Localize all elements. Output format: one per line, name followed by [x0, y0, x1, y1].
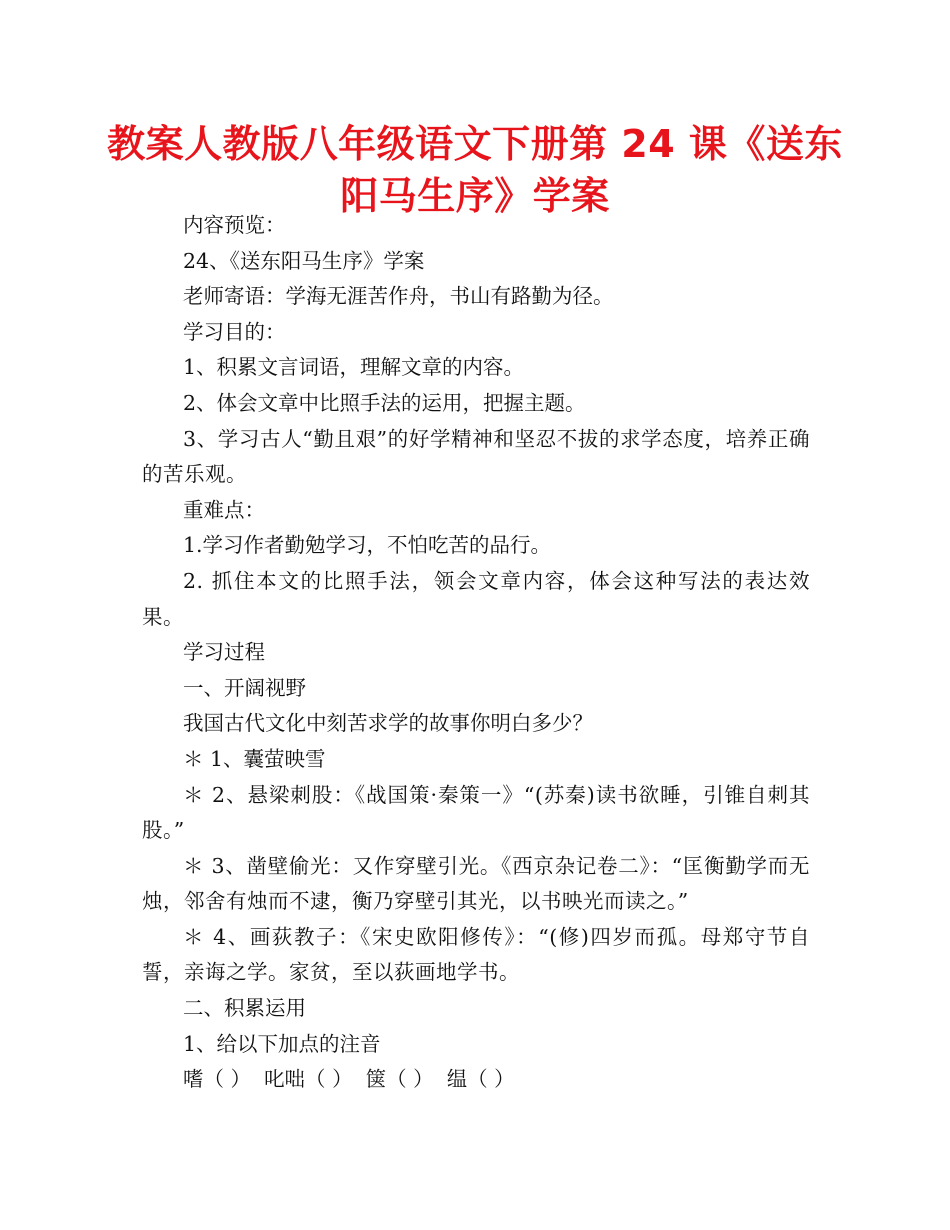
paragraph-section-two: 二、积累运用	[183, 996, 306, 1021]
paragraph-preview-label: 内容预览：	[183, 213, 286, 237]
document-body	[142, 208, 810, 1098]
paragraph-story-2: ＊ 2、悬梁刺股：《战国策·秦策一》“(苏秦)读书欲睡，引锥自刺其股。”	[142, 782, 810, 843]
paragraph-story-1: ＊ 1、囊萤映雪	[183, 746, 326, 771]
paragraph-process-label: 学习过程	[183, 640, 265, 665]
paragraph-lesson-heading: 24、《送东阳马生序》学案	[183, 248, 425, 273]
paragraph-key-point-1: 1.学习作者勤勉学习，不怕吃苦的品行。	[183, 533, 552, 558]
paragraph-exercise-1-blanks: 嗜（ ） 叱咄（ ） 箧（ ） 缊（ ）	[183, 1067, 515, 1092]
paragraph-objective-2: 2、体会文章中比照手法的运用，把握主题。	[183, 390, 586, 415]
paragraph-section-one: 一、开阔视野	[183, 675, 306, 700]
paragraph-objective-1: 1、积累文言词语，理解文章的内容。	[183, 355, 525, 380]
paragraph-story-4: ＊ 4、画荻教子：《宋史欧阳修传》：“(修)四岁而孤。母郑守节自誓，亲诲之学。家贫，至以荻画地学书。	[142, 924, 810, 985]
paragraph-key-point-2: 2. 抓住本文的比照手法，领会文章内容，体会这种写法的表达效果。	[142, 568, 810, 629]
document-title: 教案人教版八年级语文下册第 24 课《送东阳马生序》学案	[107, 122, 843, 218]
paragraph-story-3: ＊ 3、凿壁偷光：又作穿壁引光。《西京杂记卷二》：“匡衡勤学而无烛，邻舍有烛而不逮，衡乃穿壁引其光，以书映光而读之。”	[142, 853, 810, 914]
paragraph-objective-3: 3、学习古人“勤且艰”的好学精神和坚忍不拔的求学态度，培养正确的苦乐观。	[142, 426, 810, 487]
paragraph-exercise-1: 1、给以下加点的注音	[183, 1031, 381, 1056]
paragraph-key-points-label: 重难点：	[183, 497, 265, 522]
paragraph-objectives-label: 学习目的：	[183, 319, 286, 344]
paragraph-teacher-message: 老师寄语：学海无涯苦作舟，书山有路勤为径。	[183, 284, 614, 309]
paragraph-question: 我国古代文化中刻苦求学的故事你明白多少？	[183, 711, 593, 736]
